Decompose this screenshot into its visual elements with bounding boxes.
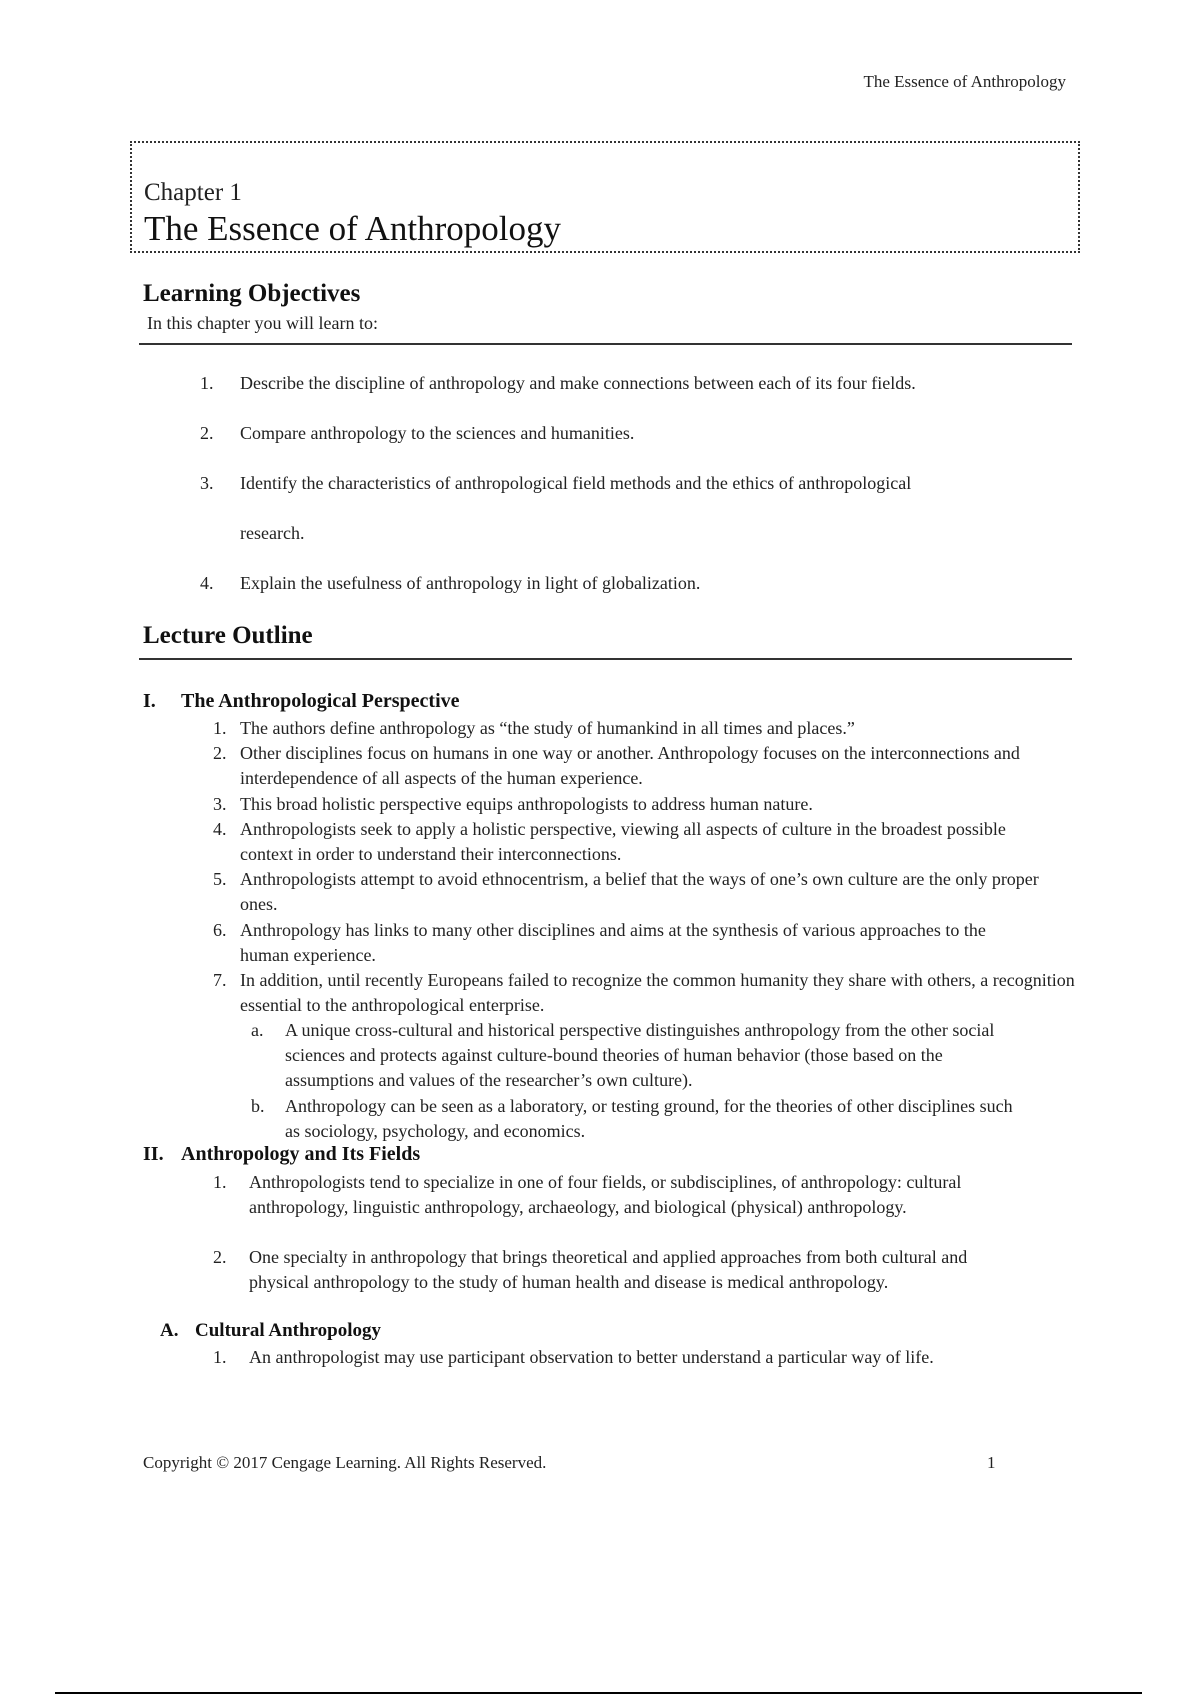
item-text: Other disciplines focus on humans in one way or another. Anthropology focuses on the interconnections and interdependence of all aspects of the human experience. <box>240 743 1020 788</box>
outline-section-heading <box>143 690 460 713</box>
outline-section-heading <box>143 1143 420 1166</box>
chapter-label: Chapter 1 <box>144 179 242 206</box>
item-text: One specialty in anthropology that brings theoretical and applied approaches from both cultural and physical anthropology to the study of human health and disease is medical anthropology. <box>249 1247 968 1292</box>
item-number: 1. <box>213 1347 227 1367</box>
objective-number: 3. <box>200 473 214 493</box>
subsection-title: Cultural Anthropology <box>195 1320 381 1341</box>
item-number: 1. <box>213 1172 227 1192</box>
subsection-letter: A. <box>160 1320 179 1341</box>
item-text: A unique cross-cultural and historical perspective distinguishes anthropology from the other social sciences and protects against culture-bound theories of human behavior (those based on the assumptions and values of the researcher’s own culture). <box>285 1020 995 1090</box>
item-text: Anthropology has links to many other disciplines and aims at the synthesis of various approaches to the human experience. <box>240 920 986 965</box>
objective-item <box>200 573 700 594</box>
item-number: 5. <box>213 869 227 889</box>
running-header: The Essence of Anthropology <box>863 72 1066 91</box>
item-number: 6. <box>213 920 227 940</box>
objective-item <box>200 373 916 394</box>
item-text: The authors define anthropology as “the study of humankind in all times and places.” <box>240 718 855 738</box>
item-number: 4. <box>213 819 227 839</box>
item-letter: b. <box>251 1096 265 1116</box>
section-divider <box>139 658 1072 660</box>
objective-number: 1. <box>200 373 214 393</box>
chapter-title: The Essence of Anthropology <box>144 209 561 248</box>
section-divider <box>139 343 1072 345</box>
item-text: An anthropologist may use participant observation to better understand a particular way of life. <box>249 1347 934 1367</box>
item-text: This broad holistic perspective equips anthropologists to address human nature. <box>240 794 813 814</box>
section-numeral: II. <box>143 1143 164 1165</box>
learning-objectives-intro: In this chapter you will learn to: <box>147 313 378 333</box>
lecture-outline-heading: Lecture Outline <box>143 622 313 649</box>
item-number: 1. <box>213 718 227 738</box>
objective-text: Explain the usefulness of anthropology in light of globalization. <box>240 573 701 593</box>
objective-item <box>200 473 911 494</box>
item-number: 2. <box>213 743 227 763</box>
section-title: The Anthropological Perspective <box>181 690 460 712</box>
item-text: Anthropologists tend to specialize in one of four fields, or subdisciplines, of anthropology: cultural anthropology, linguistic anthropology, archaeology, and biological (physical) anthropology. <box>249 1172 962 1217</box>
objective-item <box>200 423 634 444</box>
chapter-title-box <box>130 141 1080 253</box>
objective-number: 2. <box>200 423 214 443</box>
page-number: 1 <box>987 1453 996 1472</box>
objective-text: Compare anthropology to the sciences and humanities. <box>240 423 635 443</box>
item-letter: a. <box>251 1020 264 1040</box>
section-numeral: I. <box>143 690 156 712</box>
outline-subsection-heading <box>160 1320 381 1342</box>
item-number: 7. <box>213 970 227 990</box>
objective-text: Describe the discipline of anthropology and make connections between each of its four fields. <box>240 373 916 393</box>
item-number: 2. <box>213 1247 227 1267</box>
page-bottom-rule <box>55 1692 1142 1694</box>
item-text: Anthropologists attempt to avoid ethnocentrism, a belief that the ways of one’s own culture are the only proper ones. <box>240 869 1039 914</box>
objective-text: Identify the characteristics of anthropological field methods and the ethics of anthropological <box>240 473 912 493</box>
objective-number: 4. <box>200 573 214 593</box>
learning-objectives-heading: Learning Objectives <box>143 280 361 307</box>
item-text: In addition, until recently Europeans failed to recognize the common humanity they share with others, a recognition essential to the anthropological enterprise. <box>240 970 1075 1015</box>
item-text: Anthropologists seek to apply a holistic perspective, viewing all aspects of culture in the broadest possible context in order to understand their interconnections. <box>240 819 1006 864</box>
section-title: Anthropology and Its Fields <box>181 1143 421 1165</box>
objective-text-continued: research. <box>240 523 305 543</box>
item-text: Anthropology can be seen as a laboratory, or testing ground, for the theories of other disciplines such as sociology, psychology, and economics. <box>285 1096 1013 1141</box>
copyright-notice: Copyright © 2017 Cengage Learning. All Rights Reserved. <box>143 1453 547 1472</box>
item-number: 3. <box>213 794 227 814</box>
